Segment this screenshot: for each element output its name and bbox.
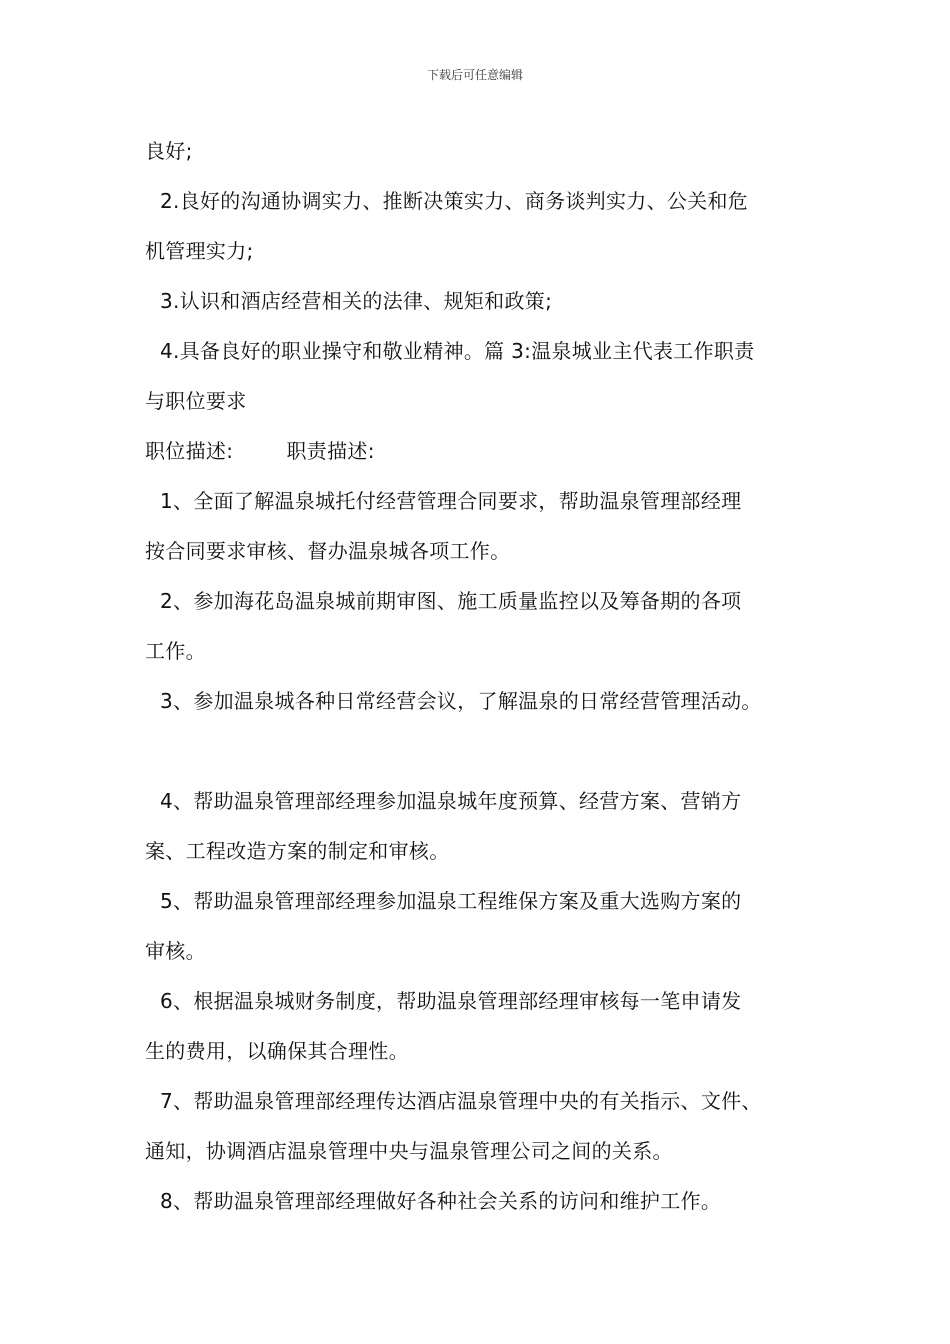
text-line: 7、帮助温泉管理部经理传达酒店温泉管理中央的有关指示、文件、 [160, 1089, 762, 1113]
text-line: 3.认识和酒店经营相关的法律、规矩和政策; [160, 289, 553, 313]
page-header-note: 下载后可任意编辑 [426, 68, 523, 82]
text-line: 良好; [145, 139, 193, 163]
text-line: 4.具备良好的职业操守和敬业精神。篇 3:温泉城业主代表工作职责 [160, 339, 755, 363]
text-line: 8、帮助温泉管理部经理做好各种社会关系的访问和维护工作。 [160, 1189, 722, 1213]
text-line: 1、全面了解温泉城托付经营管理合同要求，帮助温泉管理部经理 [160, 489, 742, 513]
text-line: 审核。 [145, 939, 206, 963]
text-line: 按合同要求审核、督办温泉城各项工作。 [145, 539, 511, 563]
text-line: 2.良好的沟通协调实力、推断决策实力、商务谈判实力、公关和危 [160, 189, 749, 213]
text-line: 5、帮助温泉管理部经理参加温泉工程维保方案及重大选购方案的 [160, 889, 742, 913]
text-line: 2、参加海花岛温泉城前期审图、施工质量监控以及筹备期的各项 [160, 589, 742, 613]
text-line: 4、帮助温泉管理部经理参加温泉城年度预算、经营方案、营销方 [160, 789, 742, 813]
text-line: 3、参加温泉城各种日常经营会议，了解温泉的日常经营管理活动。 [160, 689, 762, 713]
text-line: 6、根据温泉城财务制度，帮助温泉管理部经理审核每一笔申请发 [160, 989, 742, 1013]
text-line: 通知，协调酒店温泉管理中央与温泉管理公司之间的关系。 [145, 1139, 673, 1163]
text-line: 职位描述: 职责描述: [145, 439, 375, 463]
text-line: 工作。 [145, 639, 206, 663]
text-line: 机管理实力; [145, 239, 254, 263]
text-line: 与职位要求 [145, 389, 247, 413]
text-line: 生的费用，以确保其合理性。 [145, 1039, 409, 1063]
text-line: 案、工程改造方案的制定和审核。 [145, 839, 450, 863]
